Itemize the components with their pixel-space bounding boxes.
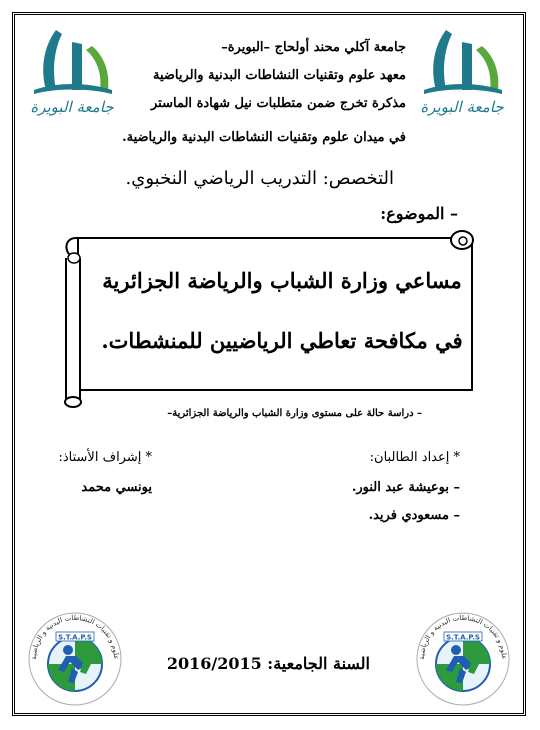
institute-name: معهد علوم وتقنيات النشاطات البدنية والرياضية [153,68,406,83]
academic-year: السنة الجامعية: 2016/2015 [166,654,370,673]
title-scroll [54,226,480,408]
staps-logo-icon [26,610,124,708]
case-study: – دراسة حالة على مستوى وزارة الشباب والرياضة الجزائرية– [167,408,422,419]
university-logo-left [26,24,118,120]
student-name-1: – بوعيشة عبد النور. [351,480,460,495]
students-label: * إعداد الطالبان: [369,450,460,465]
subject-label: – الموضوع: [380,204,458,223]
staps-name: S.T.A.P.S [58,633,92,642]
university-name: جامعة آكلي محند أولحاج –البويرة– [221,40,406,55]
field-name: في ميدان علوم وتقنيات النشاطات البدنية والرياضية. [122,130,406,145]
staps-arc-text: علوم و تقنيات النشاطات البدنية و الرياضية [29,613,121,660]
logo-text: جامعة البويرة [30,98,114,116]
university-logo-icon [26,24,118,120]
supervisor-label: * إشراف الأستاذ: [58,450,152,465]
university-logo-icon [416,24,508,120]
thesis-note: مذكرة تخرج ضمن متطلبات نيل شهادة الماستر [151,96,406,111]
supervisor-name: يونسي محمد [81,480,152,495]
title-line-2: في مكافحة تعاطي الرياضيين للمنشطات. [101,328,463,353]
staps-arc-text: علوم و تقنيات النشاطات البدنية و الرياضية [417,613,509,660]
university-logo-right [416,24,508,120]
specialty: التخصص: التدريب الرياضي النخبوي. [125,168,394,189]
title-line-1: مساعي وزارة الشباب والرياضة الجزائرية [102,268,462,293]
staps-name: S.T.A.P.S [446,633,480,642]
staps-logo-right [414,610,512,708]
staps-logo-icon [414,610,512,708]
staps-logo-left [26,610,124,708]
student-name-2: – مسعودي فريد. [368,508,460,523]
logo-text: جامعة البويرة [420,98,504,116]
